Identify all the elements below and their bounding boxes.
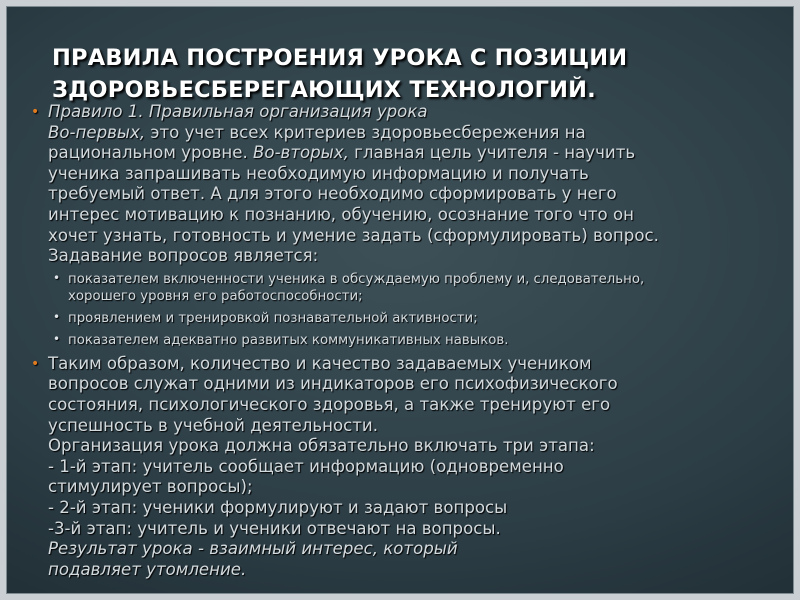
bullet-icon: • — [31, 355, 40, 372]
sub-item-line: показателем адекватно развитых коммуникативных навыков. — [68, 332, 509, 348]
para1-line-4: требуемый ответ. А для этого необходимо сформировать у него — [48, 184, 617, 204]
slide-body — [30, 102, 785, 580]
stage-2-line: - 2-й этап: ученики формулируют и задают вопросы — [48, 497, 508, 517]
sub-item — [30, 310, 785, 327]
sub-item-line: показателем включенности ученика в обсуждаемую проблему и, следовательно, — [68, 271, 645, 287]
para1-line-2: рациональном уровне. Во-вторых, главная цель учителя - научить — [48, 143, 636, 163]
title-line-1: ПРАВИЛА ПОСТРОЕНИЯ УРОКА С ПОЗИЦИИ — [52, 45, 628, 71]
para1-line-1: Во-первых, это учет всех критериев здоровьесбережения на — [48, 122, 586, 142]
lesson-result-line-cont: подавляет утомление. — [48, 559, 247, 579]
stage-3-line: -3-й этап: учитель и ученики отвечают на вопросы. — [48, 518, 501, 538]
stage-1-line-cont: стимулирует вопросы); — [48, 477, 253, 497]
paragraph-conclusion — [30, 354, 785, 581]
rule-heading: Правило 1. Правильная организация урока — [48, 102, 428, 121]
para2-line-2: вопросов служат одними из индикаторов его психофизического — [48, 374, 618, 394]
sub-item — [30, 332, 785, 349]
para1-line-5: интерес мотивацию к познанию, обучению, осознание того что он — [48, 204, 634, 224]
sub-item-line: проявлением и тренировкой познавательной активности; — [68, 310, 478, 326]
para1-line-3: ученика запрашивать необходимую информацию и получать — [48, 163, 589, 183]
para1-line-6: хочет узнать, готовность и умение задать (сформулировать) вопрос. — [48, 225, 659, 245]
sub-bullet-icon: • — [53, 270, 61, 285]
slide-title — [52, 42, 752, 106]
sub-item-line: хорошего уровня его работоспособности; — [68, 288, 363, 304]
bullet-icon: • — [31, 104, 40, 120]
sub-item — [30, 271, 785, 305]
sub-bullet-icon: • — [53, 331, 61, 346]
lesson-result-line: Результат урока - взаимный интерес, который — [48, 539, 458, 559]
title-line-2: ЗДОРОВЬЕСБЕРЕГАЮЩИХ ТЕХНОЛОГИЙ. — [52, 77, 596, 103]
para2-line-5: Организация урока должна обязательно включать три этапа: — [48, 436, 595, 456]
stage-1-line: - 1-й этап: учитель сообщает информацию (одновременно — [48, 456, 564, 476]
para2-line-3: состояния, психологического здоровья, а также тренируют его — [48, 394, 611, 414]
para1-line-7: Задавание вопросов является: — [48, 246, 319, 266]
sub-bullet-icon: • — [53, 309, 61, 324]
para2-line-4: успешность в учебной деятельности. — [48, 415, 378, 435]
para2-line-1: Таким образом, количество и качество задаваемых учеником — [48, 353, 592, 373]
paragraph-rule-1 — [30, 102, 785, 267]
